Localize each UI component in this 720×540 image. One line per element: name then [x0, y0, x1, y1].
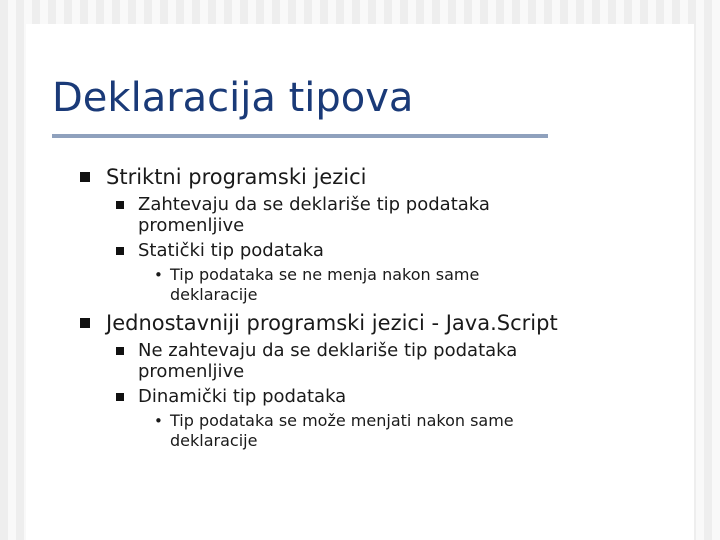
section-1-sub-line-1: Tip podataka se ne menja nakon same: [170, 265, 480, 284]
round-bullet-icon: •: [154, 412, 163, 430]
section-1-item-1-line-1: Zahtevaju da se deklariše tip podataka: [138, 194, 490, 215]
square-bullet-icon: [116, 247, 124, 255]
section-2-sub-line-1: Tip podataka se može menjati nakon same: [170, 411, 514, 430]
round-bullet-icon: •: [154, 266, 163, 284]
section-2-sub-line-2: deklaracije: [170, 431, 258, 450]
square-bullet-icon: [80, 172, 90, 182]
square-bullet-icon: [116, 393, 124, 401]
section-1-sub-line-2: deklaracije: [170, 285, 258, 304]
section-1-heading: Striktni programski jezici: [106, 165, 367, 189]
section-2-item-2: Dinamički tip podataka: [138, 386, 347, 407]
square-bullet-icon: [116, 201, 124, 209]
section-1-item-2: Statički tip podataka: [138, 240, 324, 261]
section-2-heading: Jednostavniji programski jezici - Java.Script: [106, 311, 558, 335]
section-2-item-1-line-2: promenljive: [138, 361, 245, 382]
section-2-item-1-line-1: Ne zahtevaju da se deklariše tip podataka: [138, 340, 518, 361]
slide-title: Deklaracija tipova: [52, 75, 414, 121]
square-bullet-icon: [80, 318, 90, 328]
title-underline: [52, 134, 548, 138]
square-bullet-icon: [116, 347, 124, 355]
section-1-item-1-line-2: promenljive: [138, 215, 245, 236]
